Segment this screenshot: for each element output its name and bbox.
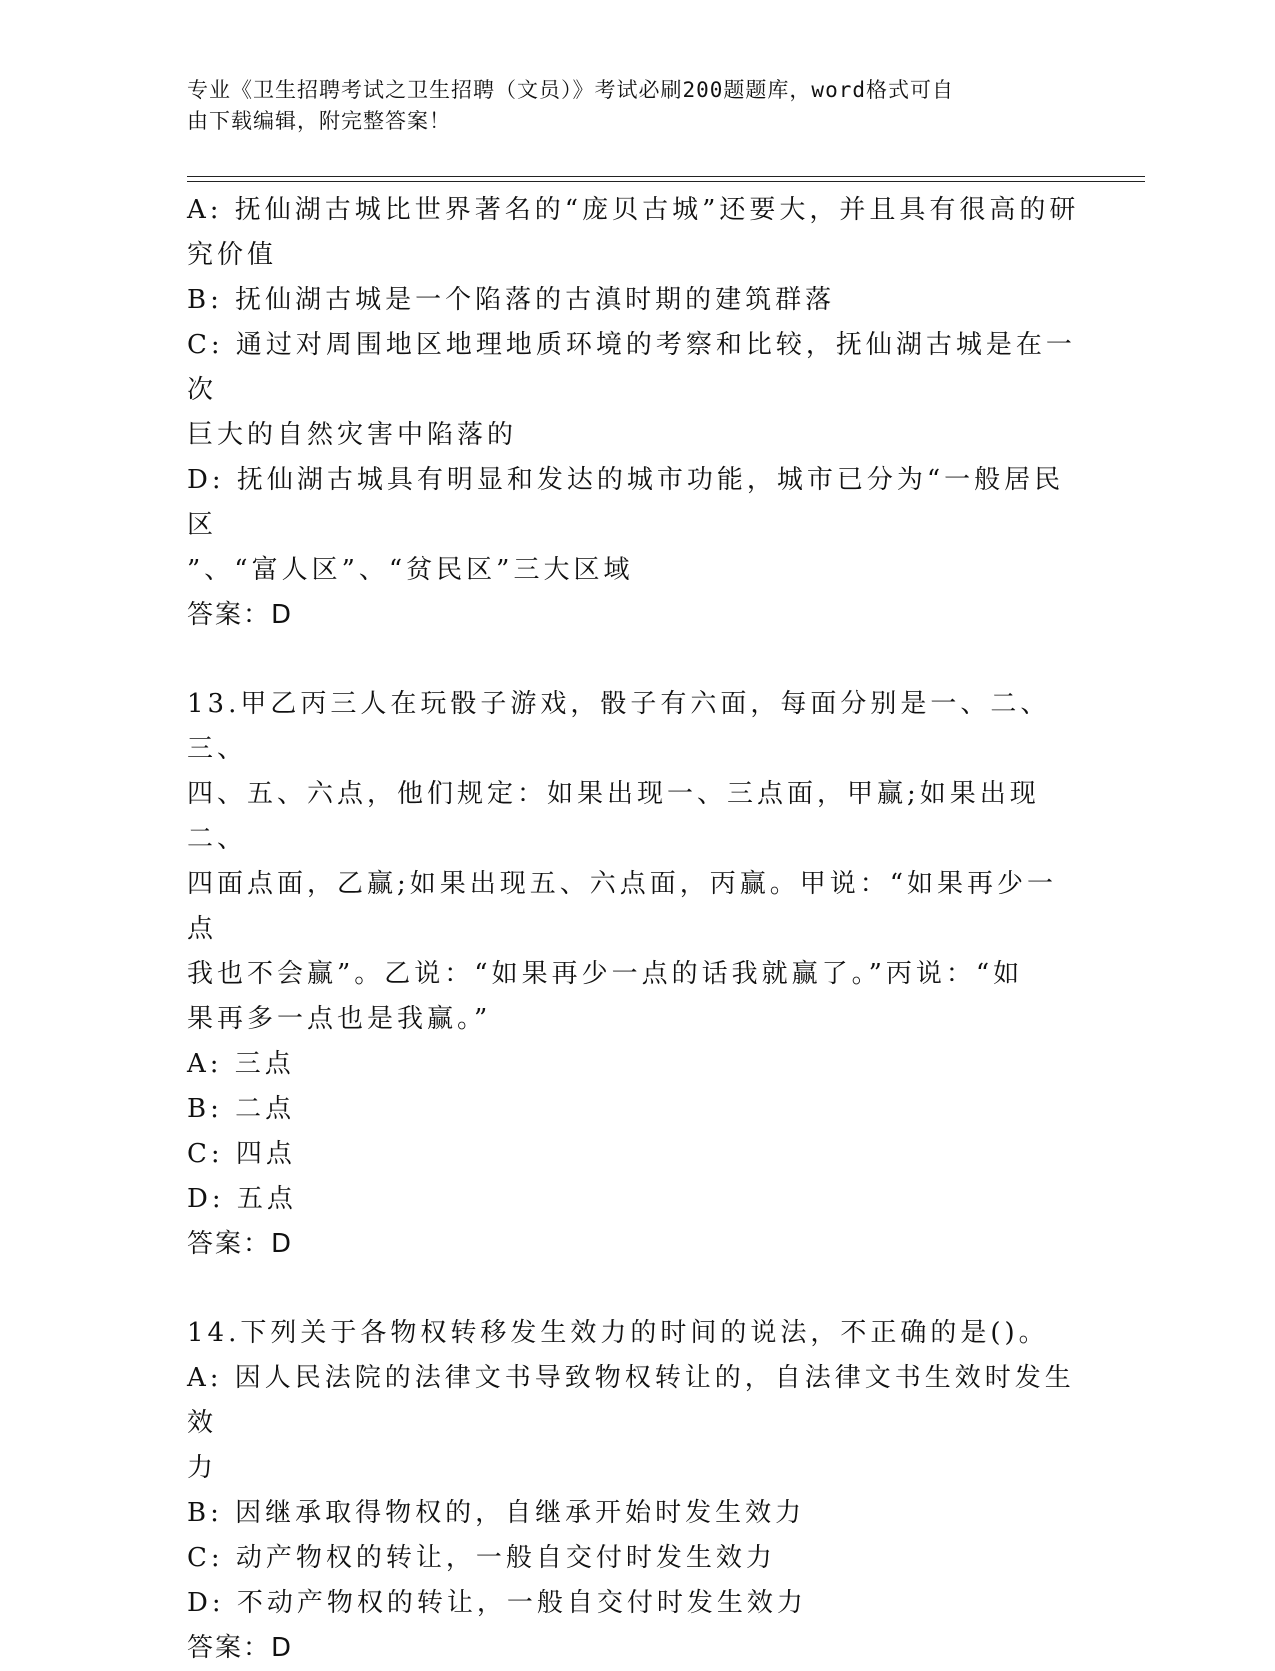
option-a-line-1: A: 因人民法院的法律文书导致物权转让的，自法律文书生效时发生效 — [187, 1363, 1075, 1438]
answer: 答案：D — [187, 600, 294, 630]
answer: 答案：D — [187, 1229, 294, 1259]
question-gap — [187, 638, 1087, 682]
question-list — [187, 188, 1087, 1671]
question-14 — [187, 1311, 1087, 1671]
answer: 答案：D — [187, 1633, 294, 1663]
question-gap — [187, 1267, 1087, 1311]
option-b: B: 因继承取得物权的，自继承开始时发生效力 — [187, 1498, 806, 1528]
option-a: A: 三点 — [187, 1049, 295, 1079]
option-a-line-2: 究价值 — [187, 240, 278, 270]
question-stem-line-2: 四、五、六点，他们规定：如果出现一、三点面，甲赢;如果出现二、 — [187, 779, 1040, 854]
question-stem-line-3: 四面点面，乙赢;如果出现五、六点面，丙赢。甲说：“如果再少一点 — [187, 869, 1058, 944]
option-a-line-1: A: 抚仙湖古城比世界著名的“庞贝古城”还要大，并且具有很高的研 — [187, 195, 1080, 225]
option-c-line-2: 巨大的自然灾害中陷落的 — [187, 420, 518, 450]
option-c: C: 动产物权的转让，一般自交付时发生效力 — [187, 1543, 776, 1573]
option-d: D: 不动产物权的转让，一般自交付时发生效力 — [187, 1588, 807, 1618]
option-b: B: 抚仙湖古城是一个陷落的古滇时期的建筑群落 — [187, 285, 836, 315]
option-a-line-2: 力 — [187, 1453, 218, 1483]
question-12 — [187, 188, 1087, 638]
header-divider — [187, 176, 1145, 182]
question-stem-line-1: 14.下列关于各物权转移发生效力的时间的说法，不正确的是()。 — [187, 1318, 1049, 1348]
document-header — [187, 75, 1067, 137]
option-c: C: 四点 — [187, 1139, 296, 1169]
question-stem-line-4: 我也不会赢”。乙说：“如果再少一点的话我就赢了。”丙说：“如 — [187, 959, 1024, 989]
option-c-line-1: C: 通过对周围地区地理地质环境的考察和比较，抚仙湖古城是在一次 — [187, 330, 1076, 405]
option-d-line-2: ”、“富人区”、“贫民区”三大区域 — [187, 555, 634, 585]
option-b: B: 二点 — [187, 1094, 296, 1124]
option-d-line-1: D: 抚仙湖古城具有明显和发达的城市功能，城市已分为“一般居民区 — [187, 465, 1065, 540]
question-stem-line-1: 13.甲乙丙三人在玩骰子游戏，骰子有六面，每面分别是一、二、三、 — [187, 689, 1051, 764]
header-line-1: 专业《卫生招聘考试之卫生招聘（文员）》考试必刷200题题库，word格式可自 — [187, 78, 954, 102]
option-d: D: 五点 — [187, 1184, 297, 1214]
header-line-2: 由下载编辑，附完整答案！ — [187, 109, 451, 133]
question-stem-line-5: 果再多一点也是我赢。” — [187, 1004, 492, 1034]
question-13 — [187, 682, 1087, 1267]
